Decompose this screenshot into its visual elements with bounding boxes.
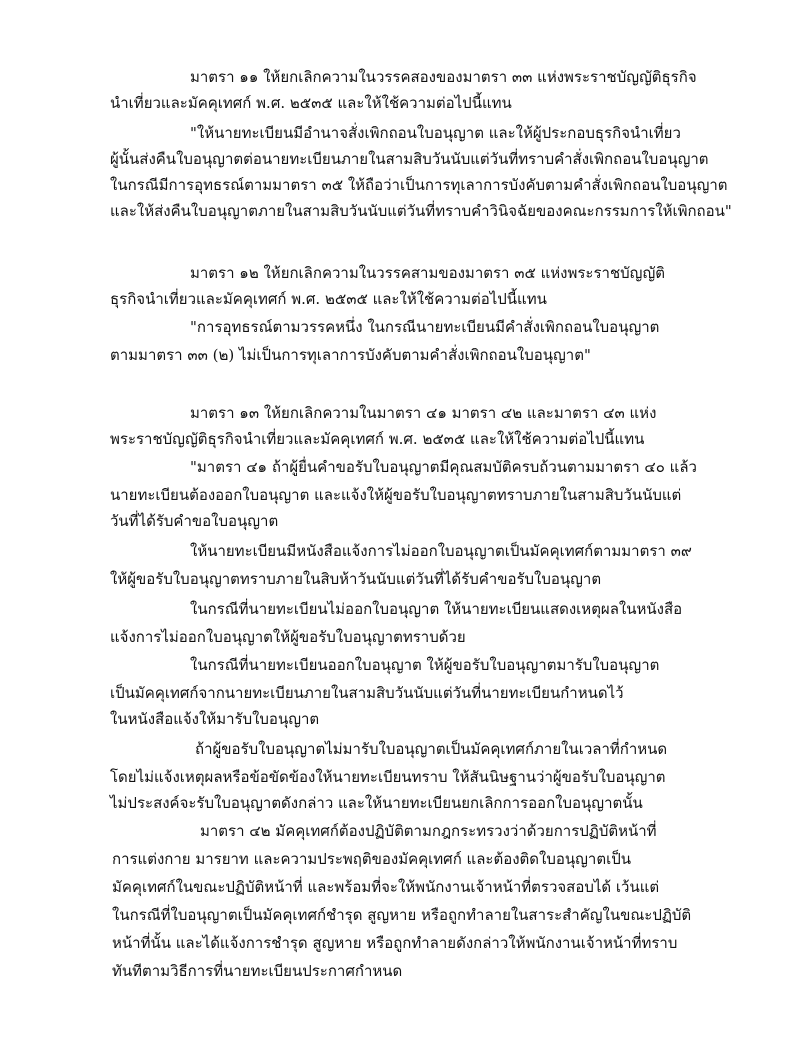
text-line: ทันทีตามวิธีการที่นายทะเบียนประกาศกำหนด — [112, 962, 403, 980]
text-line: มัคคุเทศก์ในขณะปฏิบัติหน้าที่ และพร้อมที่จะให้พนักงานเจ้าหน้าที่ตรวจสอบได้ เว้นแต่ — [112, 878, 660, 896]
text-line: มาตรา ๑๒ ให้ยกเลิกความในวรรคสามของมาตรา ๓๕ แห่งพระราชบัญญัติ — [190, 264, 665, 282]
text-line: มาตรา ๔๒ มัคคุเทศก์ต้องปฏิบัติตามกฎกระทรวงว่าด้วยการปฏิบัติหน้าที่ — [200, 822, 657, 840]
text-line: หน้าที่นั้น และได้แจ้งการชำรุด สูญหาย หรือถูกทำลายดังกล่าวให้พนักงานเจ้าหน้าที่ทราบ — [112, 934, 678, 952]
text-line: ผู้นั้นส่งคืนใบอนุญาตต่อนายทะเบียนภายในสามสิบวันนับแต่วันที่ทราบคำสั่งเพิกถอนใบอนุญาต — [110, 150, 709, 168]
text-line: เป็นมัคคุเทศก์จากนายทะเบียนภายในสามสิบวันนับแต่วันที่นายทะเบียนกำหนดไว้ — [110, 684, 624, 702]
text-line: "การอุทธรณ์ตามวรรคหนึ่ง ในกรณีนายทะเบียนมีคำสั่งเพิกถอนใบอนุญาต — [190, 318, 660, 336]
text-line: "มาตรา ๔๑ ถ้าผู้ยื่นคำขอรับใบอนุญาตมีคุณสมบัติครบถ้วนตามมาตรา ๔๐ แล้ว — [190, 458, 697, 476]
text-line: "ให้นายทะเบียนมีอำนาจสั่งเพิกถอนใบอนุญาต และให้ผู้ประกอบธุรกิจนำเที่ยว — [190, 124, 681, 142]
text-line: ถ้าผู้ขอรับใบอนุญาตไม่มารับใบอนุญาตเป็นมัคคุเทศก์ภายในเวลาที่กำหนด — [195, 740, 668, 758]
text-line: มาตรา ๑๓ ให้ยกเลิกความในมาตรา ๔๑ มาตรา ๔๒ และมาตรา ๔๓ แห่ง — [190, 404, 657, 422]
text-line: ในกรณีที่นายทะเบียนออกใบอนุญาต ให้ผู้ขอรับใบอนุญาตมารับใบอนุญาต — [190, 656, 660, 674]
text-line: มาตรา ๑๑ ให้ยกเลิกความในวรรคสองของมาตรา ๓๓ แห่งพระราชบัญญัติธุรกิจ — [190, 68, 697, 86]
text-line: ไม่ประสงค์จะรับใบอนุญาตดังกล่าว และให้นายทะเบียนยกเลิกการออกใบอนุญาตนั้น — [110, 794, 643, 812]
text-line: ในหนังสือแจ้งให้มารับใบอนุญาต — [110, 710, 320, 728]
text-line: และให้ส่งคืนใบอนุญาตภายในสามสิบวันนับแต่วันที่ทราบคำวินิจฉัยของคณะกรรมการให้เพิกถอน" — [110, 202, 732, 220]
text-line: ให้นายทะเบียนมีหนังสือแจ้งการไม่ออกใบอนุญาตเป็นมัคคุเทศก์ตามมาตรา ๓๙ — [190, 542, 692, 560]
text-line: แจ้งการไม่ออกใบอนุญาตให้ผู้ขอรับใบอนุญาตทราบด้วย — [110, 628, 466, 646]
text-line: โดยไม่แจ้งเหตุผลหรือข้อขัดข้องให้นายทะเบียนทราบ ให้สันนิษฐานว่าผู้ขอรับใบอนุญาต — [110, 768, 666, 786]
text-line: พระราชบัญญัติธุรกิจนำเที่ยวและมัคคุเทศก์ พ.ศ. ๒๕๓๕ และให้ใช้ความต่อไปนี้แทน — [110, 430, 645, 448]
text-line: วันที่ได้รับคำขอใบอนุญาต — [110, 512, 279, 530]
text-line: ให้ผู้ขอรับใบอนุญาตทราบภายในสิบห้าวันนับแต่วันที่ได้รับคำขอรับใบอนุญาต — [110, 570, 602, 588]
text-line: ในกรณีมีการอุทธรณ์ตามมาตรา ๓๕ ให้ถือว่าเป็นการทุเลาการบังคับตามคำสั่งเพิกถอนใบอนุญาต — [110, 176, 728, 194]
text-line: ตามมาตรา ๓๓ (๒) ไม่เป็นการทุเลาการบังคับตามคำสั่งเพิกถอนใบอนุญาต" — [110, 346, 591, 364]
text-line: ธุรกิจนำเที่ยวและมัคคุเทศก์ พ.ศ. ๒๕๓๕ และให้ใช้ความต่อไปนี้แทน — [110, 290, 547, 308]
text-line: การแต่งกาย มารยาท และความประพฤติของมัคคุเทศก์ และต้องติดใบอนุญาตเป็น — [112, 850, 631, 868]
text-line: ในกรณีที่ใบอนุญาตเป็นมัคคุเทศก์ชำรุด สูญหาย หรือถูกทำลายในสาระสำคัญในขณะปฏิบัติ — [112, 906, 692, 924]
text-line: ในกรณีที่นายทะเบียนไม่ออกใบอนุญาต ให้นายทะเบียนแสดงเหตุผลในหนังสือ — [190, 600, 683, 618]
text-line: นำเที่ยวและมัคคุเทศก์ พ.ศ. ๒๕๓๕ และให้ใช้ความต่อไปนี้แทน — [110, 94, 512, 112]
text-line: นายทะเบียนต้องออกใบอนุญาต และแจ้งให้ผู้ขอรับใบอนุญาตทราบภายในสามสิบวันนับแต่ — [110, 486, 682, 504]
